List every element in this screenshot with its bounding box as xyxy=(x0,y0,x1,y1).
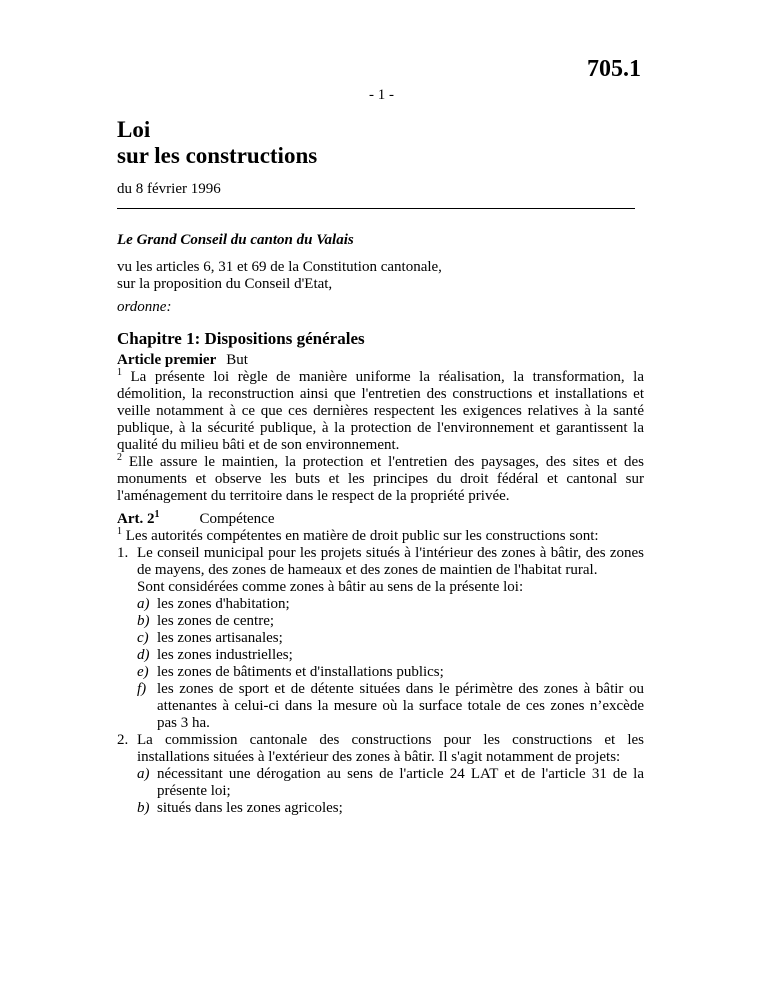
title-line-2: sur les constructions xyxy=(117,143,318,168)
paragraph-number: 2 xyxy=(117,452,122,463)
article-1-topic: But xyxy=(226,352,248,368)
enacting-authority: Le Grand Conseil du canton du Valais xyxy=(117,232,354,248)
list-item-text: Le conseil municipal pour les projets situés à l'intérieur des zones à bâtir, des zones de mayens, des zones de hameaux et des zones de maintien de l'habitat rural. xyxy=(137,545,644,578)
document-number: 705.1 xyxy=(587,56,641,82)
project-item xyxy=(137,766,644,800)
paragraph-text: Elle assure le maintien, la protection et l'entretien des paysages, des sites et des monuments et observe les buts et les principes du droit fédéral et cantonal sur l'aménagement du territoire dans le respect de la propriété privée. xyxy=(117,454,645,504)
title-line-1: Loi xyxy=(117,117,151,142)
zone-letter: d) xyxy=(137,647,150,663)
page-number: - 1 - xyxy=(369,87,394,103)
list-item-text: La commission cantonale des constructions pour les constructions et les installations situées à l'extérieur des zones à bâtir. Il s'agit notamment de projets: xyxy=(137,732,644,765)
paragraph-text: Les autorités compétentes en matière de droit public sur les constructions sont: xyxy=(125,528,599,544)
zone-letter: b) xyxy=(137,613,150,629)
enacting-clause: ordonne: xyxy=(117,299,172,315)
document-body xyxy=(117,232,644,817)
project-text: situés dans les zones agricoles; xyxy=(157,800,343,816)
chapter-heading: Chapitre 1: Dispositions générales xyxy=(117,329,365,348)
list-item-2 xyxy=(117,732,644,817)
zone-item xyxy=(137,681,644,732)
legal-basis-line-1: vu les articles 6, 31 et 69 de la Constitution cantonale, xyxy=(117,259,442,275)
legal-basis xyxy=(117,259,644,293)
footnote-marker: 1 xyxy=(154,509,160,520)
paragraph-number: 1 xyxy=(117,367,122,378)
zone-item xyxy=(137,596,644,613)
project-item xyxy=(137,800,644,817)
zone-text: les zones de centre; xyxy=(157,613,275,629)
law-date: du 8 février 1996 xyxy=(117,181,221,197)
list-item-body xyxy=(127,545,644,732)
list-item-body xyxy=(127,732,644,817)
paragraph-text: La présente loi règle de manière uniforme la réalisation, la transformation, la démolition, la reconstruction ainsi que l'entretien des constructions et installations et veille notamment à ce que ces dernières respectent les exigences relatives à la santé publique, à la sécurité publique, à la protection de l'environnement et garantissent la qualité du milieu bâti et de son environnement. xyxy=(117,369,644,453)
article-1-paragraph-1 xyxy=(117,369,644,454)
article-1-label: Article premier xyxy=(117,352,217,368)
zone-item xyxy=(137,613,644,630)
zone-letter: f) xyxy=(137,681,147,697)
project-letter: b) xyxy=(137,800,150,816)
article-2-label xyxy=(117,511,160,527)
zone-letter: a) xyxy=(137,596,150,612)
article-1-paragraph-2 xyxy=(117,454,644,505)
zone-item xyxy=(137,664,644,681)
paragraph-number: 1 xyxy=(117,526,122,537)
title-divider xyxy=(117,208,635,209)
article-2-topic: Compétence xyxy=(199,511,275,527)
article-2-paragraph-1 xyxy=(117,528,644,545)
project-letter: a) xyxy=(137,766,150,782)
zone-item xyxy=(137,647,644,664)
zone-text: les zones artisanales; xyxy=(157,630,283,646)
zones-intro: Sont considérées comme zones à bâtir au sens de la présente loi: xyxy=(137,579,524,595)
project-text: nécessitant une dérogation au sens de l'article 24 LAT et de l'article 31 de la présente loi; xyxy=(157,766,644,799)
zone-item xyxy=(137,630,644,647)
zone-letter: e) xyxy=(137,664,149,680)
list-number: 2. xyxy=(117,732,129,748)
law-title xyxy=(117,117,317,169)
article-1-heading xyxy=(117,352,644,369)
zone-text: les zones industrielles; xyxy=(157,647,293,663)
zone-text: les zones de bâtiments et d'installations publics; xyxy=(157,664,444,680)
article-2-label-text: Art. 2 xyxy=(117,511,155,527)
zone-text: les zones de sport et de détente situées dans le périmètre des zones à bâtir ou attenantes à celui-ci dans la mesure où la surface totale de ces zones n’excède pas 3 ha. xyxy=(157,681,644,731)
zone-letter: c) xyxy=(137,630,149,646)
zone-text: les zones d'habitation; xyxy=(157,596,290,612)
list-item-1 xyxy=(117,545,644,732)
legal-basis-line-2: sur la proposition du Conseil d'Etat, xyxy=(117,276,333,292)
article-2-heading xyxy=(117,511,644,528)
list-number: 1. xyxy=(117,545,129,561)
